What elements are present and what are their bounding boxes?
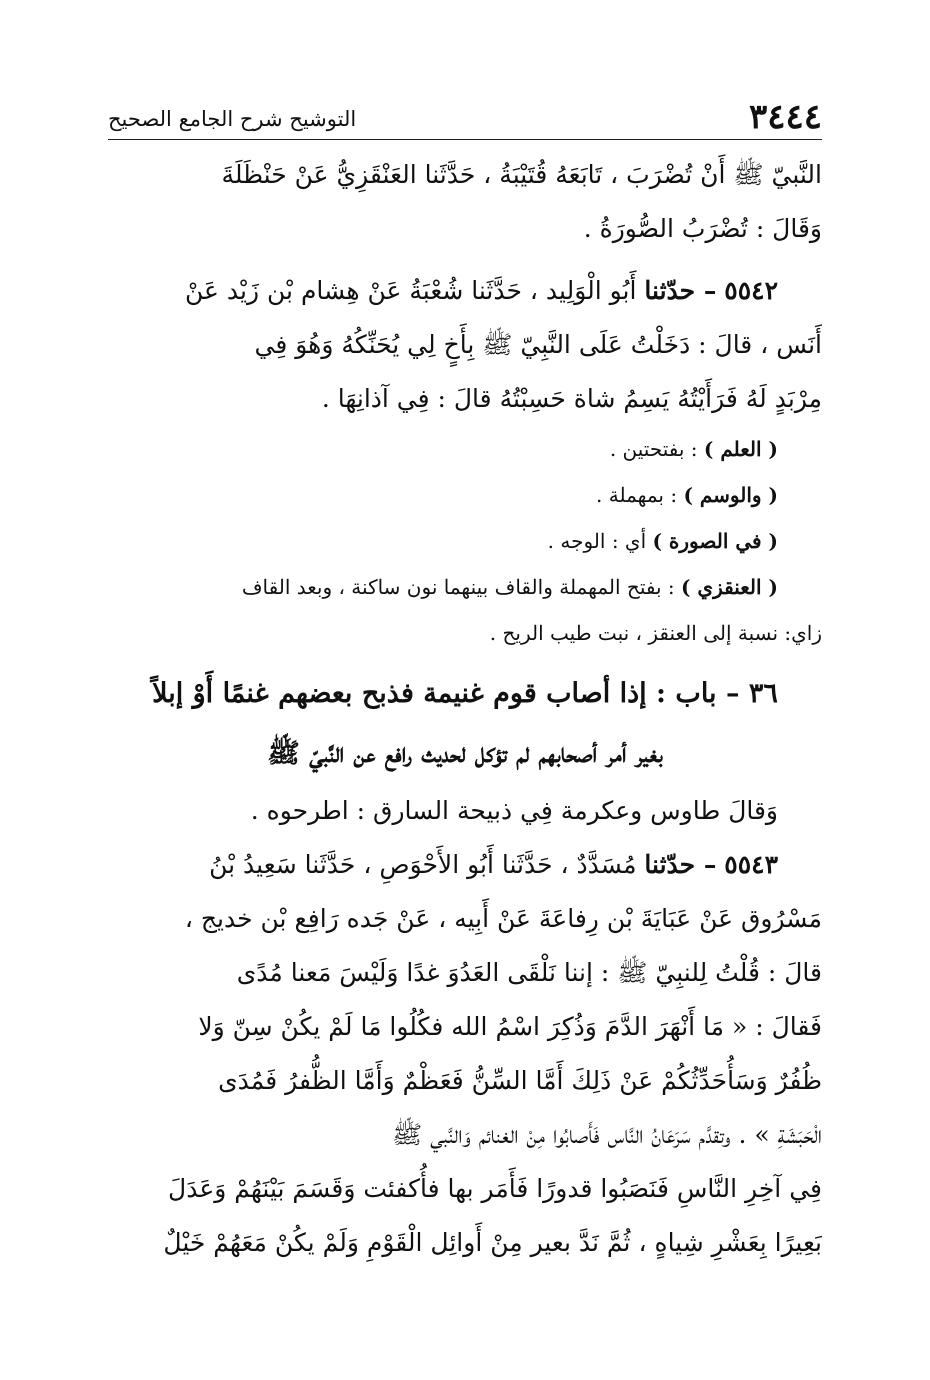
hadith-5543-first-line	[108, 838, 822, 892]
gloss-term: ( العنقزي )	[681, 575, 778, 599]
gloss-text: أي : الوجه .	[547, 529, 653, 553]
hadith-lead: – حدّثنا	[644, 276, 717, 305]
gloss-line: زاي: نسبة إلى العنقز ، نبت طيب الريح .	[489, 621, 822, 645]
hadith-number: ٥٥٤٣	[724, 850, 778, 879]
chapter-heading: بغير أمر أصحابهم لم تؤكل لحديث رافع عن النَّبيّ ﷺ	[267, 738, 663, 769]
hadith-line: مَسْرُوق عَنْ عَبَايَةَ بْن رِفاعَةَ عَنْ أَبِيه ، عَنْ جَده رَافِع بْن خديج ،	[184, 904, 822, 933]
gloss-line	[108, 518, 822, 564]
page-header	[108, 88, 822, 137]
athar-line: وَقالَ طاوس وعكرمة فِي ذبيحة السارق : اطرحوه .	[250, 796, 778, 825]
header-rule	[108, 139, 822, 140]
hadith-line: قالَ : قُلْتُ لِلنبِيّ ﷺ : إننا نَلْقَى العَدُوَ غدًا وَلَيْسَ مَعنا مُدًى	[236, 958, 822, 987]
hadith-text: أَبُو الْوَلِيد ، حَدَّثَنا شُعْبَةُ عَنْ هِشام بْن زَيْد عَنْ	[185, 276, 637, 305]
gloss-term: ( في الصورة )	[652, 529, 778, 553]
continuation-line: وَقَالَ : تُضْرَبُ الصُّورَةُ .	[583, 214, 822, 243]
hadith-text: مُسَدَّدٌ ، حَدَّثَنا أَبُو الأَحْوَصِ ، حَدَّثَنا سَعِيدُ بْنُ	[209, 850, 637, 879]
running-title: التوشيح شرح الجامع الصحيح	[108, 107, 357, 131]
hadith-line: بَعِيرًا بِعَشْرِ شِياهٍ ، ثُمَّ نَدَّ بعير مِنْ أَوائِل الْقَوْمِ وَلَمْ يكُنْ مَعَهُمْ خَيْلٌ	[163, 1228, 822, 1257]
hadith-line: ظُفُرٌ وَسَأُحَدِّثُكُمْ عَنْ ذَلِكَ أَمَّا السِّنُّ فَعَظْمٌ وَأَمَّا الظُّفرُ فَمُدَى	[218, 1066, 822, 1095]
hadith-line: مِرْبَدٍ لَهُ فَرَأَيْتُهُ يَسِمُ شاة حَسِبْتُهُ قالَ : فِي آذانِهَا .	[321, 384, 822, 413]
continuation-line: النَّبيّ ﷺ أَنْ تُضْرَبَ ، تَابَعَهُ قُتَيْبَةُ ، حَدَّثَنا العَنْقَزِيُّ عَنْ حَنْظَلَةَ	[221, 160, 822, 189]
gloss-line	[108, 426, 822, 472]
hadith-lead: – حدّثنا	[644, 850, 717, 879]
chapter-heading: ٣٦ – باب : إذا أصاب قوم غنيمة فذبح بعضهم غنمًا أَوْ إبلاً	[152, 678, 778, 709]
gloss-line	[108, 564, 822, 610]
hadith-5542-first-line	[108, 264, 822, 318]
hadith-line: الْحَبَشَةِ » . وتقدَّم سَرَعَانُ النَّاس فَأَصابُوا مِنْ الغنائم وَالنَّبي ﷺ	[392, 1120, 822, 1149]
hadith-line: أَنَس ، قالَ : دَخَلْتُ عَلَى النَّبِيّ ﷺ بِأَخٍ لِي يُحَنِّكُهُ وَهُوَ فِي	[254, 330, 822, 359]
gloss-text: : بمهملة .	[596, 483, 684, 507]
page-body	[108, 148, 822, 1270]
gloss-line	[108, 472, 822, 518]
hadith-line: فِي آخِرِ النَّاسِ فَنَصَبُوا قدورًا فَأَمَر بها فأُكفئت وَقَسَمَ بَيْنَهُمْ وَعَدَلَ	[168, 1174, 822, 1203]
gloss-term: ( والوسم )	[683, 483, 778, 507]
hadith-line: فَقالَ : « مَا أَنْهَرَ الدَّمَ وَذُكِرَ اسْمُ الله فكُلُوا مَا لَمْ يكُنْ سِنّ وَلا	[198, 1012, 822, 1041]
gloss-text: : بفتح المهملة والقاف بينهما نون ساكنة ، وبعد القاف	[241, 575, 681, 599]
hadith-number: ٥٥٤٢	[724, 276, 778, 305]
gloss-term: ( العلم )	[703, 437, 778, 461]
gloss-text: : بفتحتين .	[609, 437, 704, 461]
page-number: ٣٤٤٤	[748, 97, 822, 137]
